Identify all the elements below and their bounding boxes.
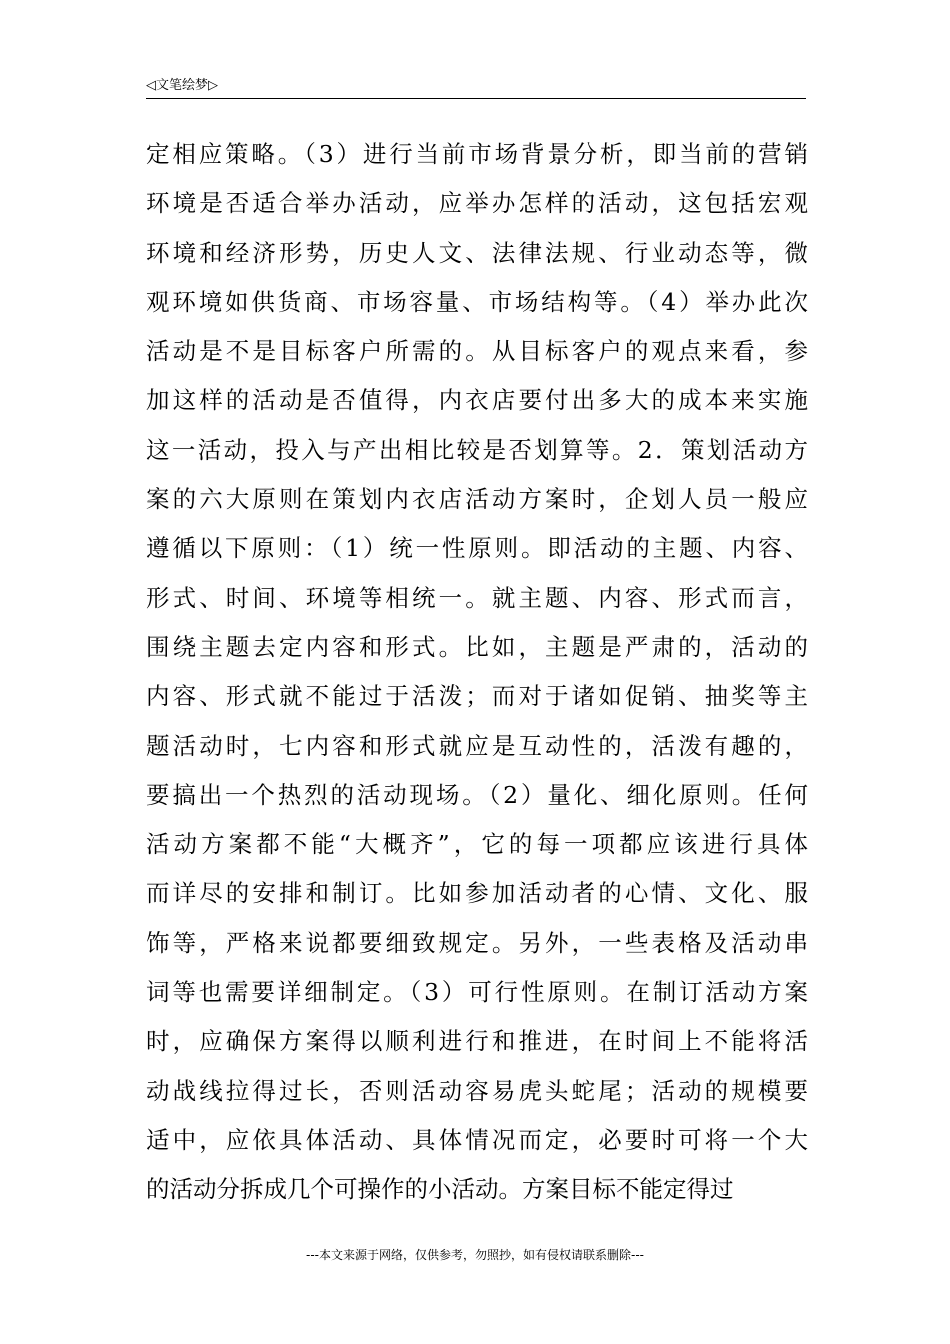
page-footer: ---本文来源于网络，仅供参考，勿照抄，如有侵权请联系删除--- [306,1248,644,1262]
body-line: 题活动时，七内容和形式就应是互动性的，活泼有趣的， [146,731,808,760]
body-line: 活动是不是目标客户所需的。从目标客户的观点来看，参 [146,337,808,366]
body-line: 的活动分拆成几个可操作的小活动。方案目标不能定得过 [146,1175,734,1204]
body-line: 环境和经济形势，历史人文、法律法规、行业动态等，微 [146,238,808,267]
page-header [146,72,806,99]
document-body [146,130,808,1215]
body-line: 这一活动，投入与产出相比较是否划算等。2．策划活动方 [146,435,808,464]
body-line: 动战线拉得过长，否则活动容易虎头蛇尾；活动的规模要 [146,1076,808,1105]
body-line: 词等也需要详细制定。（3）可行性原则。在制订活动方案 [146,978,808,1007]
body-line: 遵循以下原则：（1）统一性原则。即活动的主题、内容、 [146,534,808,563]
header-title: ◁文笔绘梦▷ [146,78,218,93]
body-line: 活动方案都不能“大概齐”，它的每一项都应该进行具体 [146,830,808,859]
body-line: 形式、时间、环境等相统一。就主题、内容、形式而言， [146,583,808,612]
body-line: 加这样的活动是否值得，内衣店要付出多大的成本来实施 [146,386,808,415]
body-line: 时，应确保方案得以顺利进行和推进，在时间上不能将活 [146,1027,808,1056]
body-line: 环境是否适合举办活动，应举办怎样的活动，这包括宏观 [146,189,808,218]
body-line: 案的六大原则在策划内衣店活动方案时，企划人员一般应 [146,485,808,514]
body-line: 适中，应依具体活动、具体情况而定，必要时可将一个大 [146,1125,808,1154]
body-line: 饰等，严格来说都要细致规定。另外，一些表格及活动串 [146,928,808,957]
body-line: 而详尽的安排和制订。比如参加活动者的心情、文化、服 [146,879,808,908]
body-line: 围绕主题去定内容和形式。比如，主题是严肃的，活动的 [146,632,808,661]
body-line: 观环境如供货商、市场容量、市场结构等。（4）举办此次 [146,287,808,316]
body-line: 内容、形式就不能过于活泼；而对于诸如促销、抽奖等主 [146,682,808,711]
body-line: 定相应策略。（3）进行当前市场背景分析，即当前的营销 [146,140,808,168]
body-line: 要搞出一个热烈的活动现场。（2）量化、细化原则。任何 [146,780,808,809]
